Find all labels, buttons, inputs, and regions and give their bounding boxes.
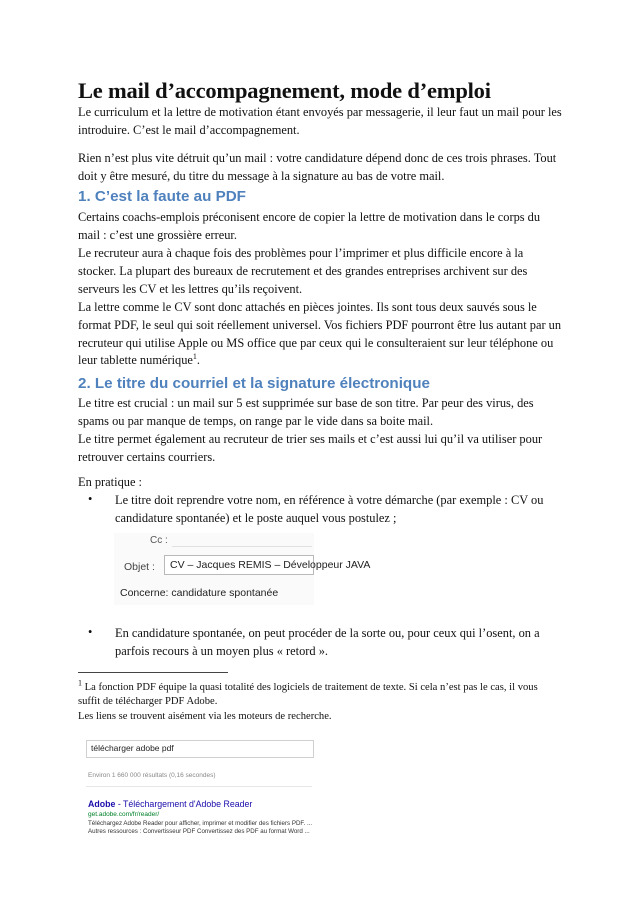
objet-label: Objet :: [124, 561, 155, 573]
cc-label: Cc :: [150, 535, 168, 546]
bullet-item-1: Le titre doit reprendre votre nom, en référence à votre démarche (par exemple : CV ou candidature spontanée) et le poste auquel vous postulez ;: [115, 493, 544, 525]
search-query: télécharger adobe pdf: [91, 743, 174, 753]
bullet-item-2: En candidature spontanée, on peut procéder de la sorte ou, pour ceux qui l’osent, on a parfois recours à un moyen plus « retord ».: [115, 626, 540, 658]
google-search-screenshot: [80, 738, 312, 844]
footnote-text-2: Les liens se trouvent aisément via les moteurs de recherche.: [78, 711, 332, 722]
section-1-paragraph-3: [78, 299, 562, 370]
email-header-screenshot: [114, 533, 371, 605]
footnote-separator: [78, 672, 228, 673]
section-2-paragraph-2: Le titre permet également au recruteur de trier ses mails et c’est aussi lui qu’il va utiliser pour retrouver certains courriers.: [78, 432, 543, 464]
cc-field: [172, 546, 312, 547]
results-divider: [86, 786, 312, 787]
concerne-line: Concerne: candidature spontanée: [120, 587, 279, 599]
footnote-number: 1: [78, 678, 82, 688]
intro-paragraph-2: Rien n’est plus vite détruit qu’un mail : votre candidature dépend donc de ces trois phrases. Tout doit y être mesuré, du titre du message à la signature au bas de votre mail.: [78, 151, 557, 183]
result-url: get.adobe.com/fr/reader/: [88, 811, 160, 818]
en-pratique-label: En pratique :: [78, 475, 142, 489]
section-1-paragraph-3-text: La lettre comme le CV sont donc attachés en pièces jointes. Ils sont tous deux sauvés sous le format PDF, le seul qui soit réellement universel. Vos fichiers PDF pourront être lus autant par un recruteur qui utilise Apple ou MS office que par ceux qui le consulteraient sur leur téléphone ou leur tablette numérique: [78, 300, 562, 368]
footnote-reference: 1: [192, 352, 197, 362]
result-title-bold: Adobe: [88, 799, 116, 809]
result-title: [88, 799, 252, 809]
section-2-heading: 2. Le titre du courriel et la signature électronique: [78, 375, 430, 392]
intro-paragraph-1: Le curriculum et la lettre de motivation étant envoyés par messagerie, il leur faut un mail pour les introduire. C’est le mail d’accompagnement.: [78, 105, 562, 137]
bullet-marker-2: •: [88, 625, 93, 639]
result-desc-line-1: Téléchargez Adobe Reader pour afficher, imprimer et modifier des fichiers PDF. ...: [88, 820, 313, 827]
footnote-line-1: La fonction PDF équipe la quasi totalité des logiciels de traitement de texte. Si cela n’est pas le cas, il vous suffit de télécharger PDF Adobe.: [78, 682, 538, 708]
objet-value: CV – Jacques REMIS – Développeur JAVA: [170, 559, 371, 571]
section-1-heading: 1. C’est la faute au PDF: [78, 188, 246, 205]
section-1-paragraph-1: Certains coachs-emplois préconisent encore de copier la lettre de motivation dans le corps du mail : c’est une grossière erreur.: [78, 210, 541, 242]
section-2-paragraph-1: Le titre est crucial : un mail sur 5 est supprimée sur base de son titre. Par peur des virus, des spams ou par manque de temps, on range par le vide dans sa boite mail.: [78, 396, 534, 428]
bullet-marker-1: •: [88, 492, 93, 506]
result-description: [88, 820, 312, 836]
page-title: Le mail d’accompagnement, mode d’emploi: [78, 78, 491, 103]
section-1-paragraph-3-end: .: [196, 353, 201, 368]
footnote-text-1: [78, 678, 562, 709]
section-1-paragraph-2: Le recruteur aura à chaque fois des problèmes pour l’imprimer et plus difficile encore à la stocker. La plupart des bureaux de recrutement et des grandes entreprises archivent sur des serveurs les CV et les lettres qu’ils reçoivent.: [78, 246, 528, 296]
results-count: Environ 1 660 000 résultats (0,16 secondes): [88, 772, 216, 779]
result-desc-line-2: Autres ressources : Convertisseur PDF Convertissez des PDF au format Word ...: [88, 828, 310, 835]
search-box: [86, 740, 314, 758]
result-title-rest: - Téléchargement d'Adobe Reader: [115, 799, 253, 809]
